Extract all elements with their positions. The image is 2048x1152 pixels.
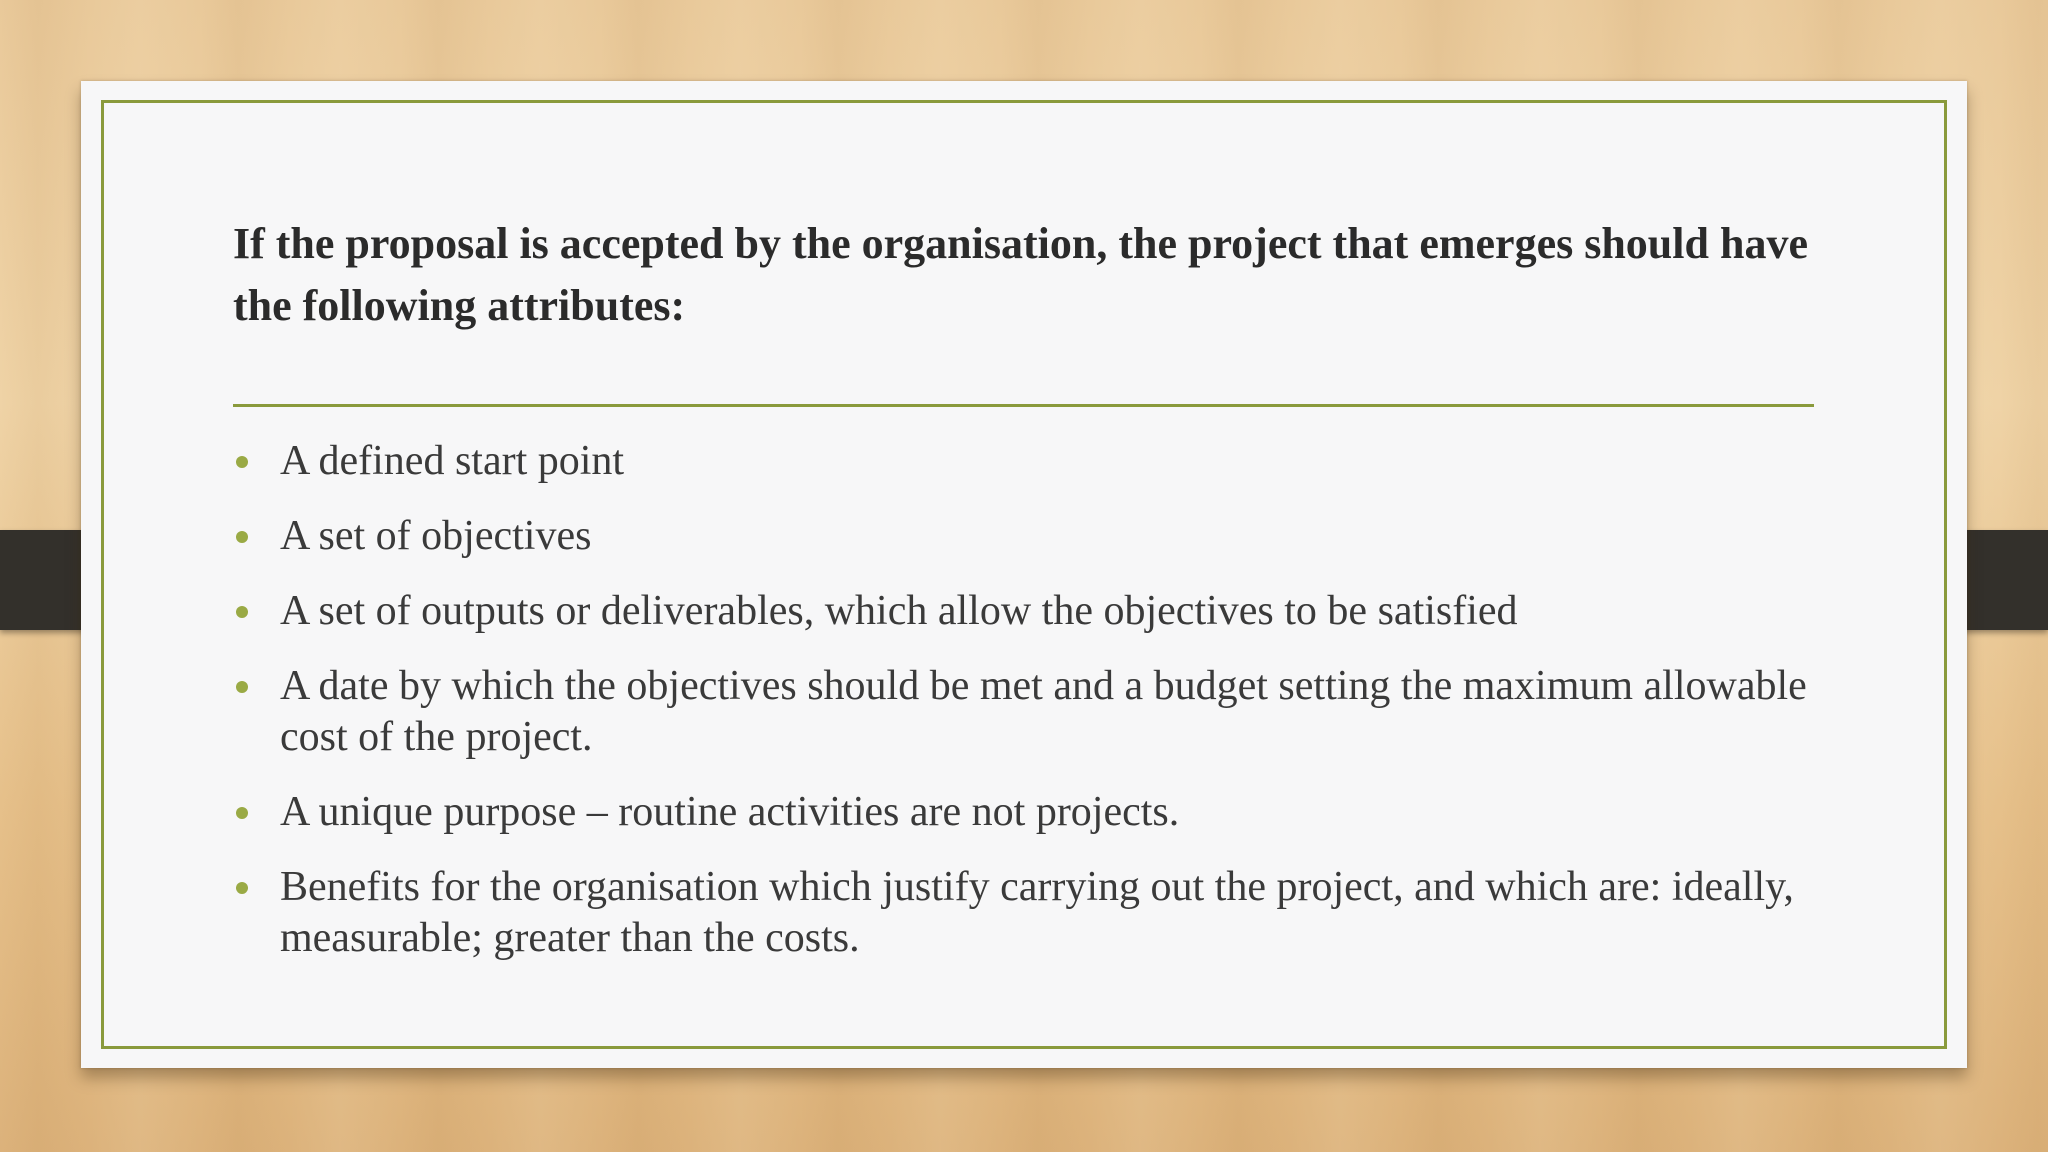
bullet-text: A set of objectives bbox=[280, 513, 592, 559]
bullet-dot-icon bbox=[236, 531, 248, 543]
bullet-text: A date by which the objectives should be met and a budget setting the maximum allowable cost of the project. bbox=[280, 663, 1807, 760]
bullet-text: A set of outputs or deliverables, which allow the objectives to be satisfied bbox=[280, 588, 1518, 634]
bullet-dot-icon bbox=[236, 456, 248, 468]
title-divider bbox=[233, 404, 1814, 407]
bullet-item-benefits bbox=[233, 862, 1853, 964]
bullet-dot-icon bbox=[236, 606, 248, 618]
bullet-item-date-budget bbox=[233, 661, 1853, 763]
bullet-item-unique-purpose bbox=[233, 787, 1853, 838]
slide-title: If the proposal is accepted by the organisation, the project that emerges should have the following attributes: bbox=[233, 219, 1808, 330]
bullet-item-objectives bbox=[233, 511, 1853, 562]
bullet-item-deliverables bbox=[233, 586, 1853, 637]
bullet-dot-icon bbox=[236, 681, 248, 693]
bullet-text: Benefits for the organisation which justify carrying out the project, and which are: ideally, measurable; greater than the costs. bbox=[280, 864, 1794, 961]
bullet-text: A unique purpose – routine activities are not projects. bbox=[280, 789, 1180, 835]
slide-card bbox=[81, 81, 1967, 1068]
bullet-dot-icon bbox=[236, 807, 248, 819]
bullet-list bbox=[233, 436, 1853, 988]
bullet-dot-icon bbox=[236, 882, 248, 894]
bullet-item-start-point bbox=[233, 436, 1853, 487]
bullet-text: A defined start point bbox=[280, 438, 625, 484]
